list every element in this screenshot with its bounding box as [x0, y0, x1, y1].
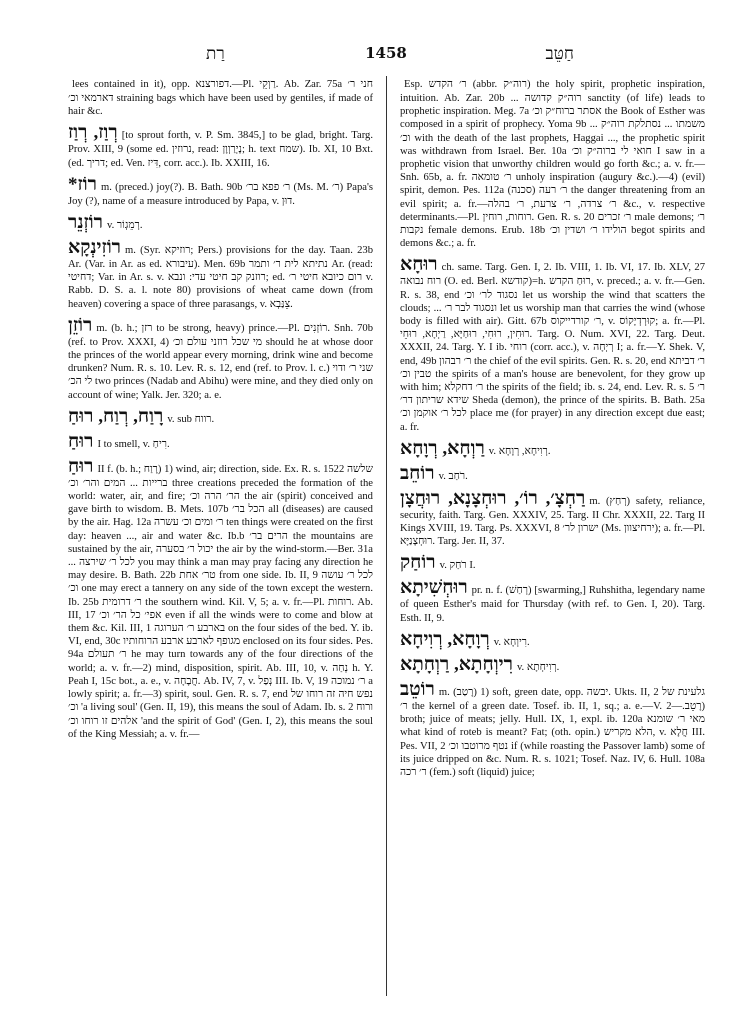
- dictionary-entry: [68, 407, 373, 427]
- entry-text: pr. n. f. (רְחַשׁ) [swarming,] Ruhshitha, legendary name of queen Esther's maid for Thursday (with ref. to Gen. I, 20). Targ. Esth. II, 9.: [400, 585, 705, 624]
- entry-headword: רוֹזְנֵר: [68, 212, 104, 234]
- dictionary-entry: [68, 432, 373, 452]
- entry-text: v. רֹחַב.: [438, 470, 468, 482]
- entry-text: v. רֹחַק I.: [439, 560, 476, 572]
- entry-headword: רוֹחַק: [400, 552, 436, 574]
- entry-headword: רַחְצָ׳, רוֹ׳, רוּחְצָנָא, רוּחֲצָן: [400, 487, 586, 509]
- entry-headword: רוּחַ: [68, 430, 94, 452]
- entry-headword: רוֹזֵן: [68, 314, 93, 336]
- dictionary-entry: [400, 255, 705, 433]
- column-divider: [386, 76, 387, 996]
- entry-text: v. רְוִיחָא, רְוָחָא.: [488, 445, 551, 457]
- dictionary-entry: [400, 72, 705, 250]
- page-header: [68, 44, 704, 68]
- dictionary-entry: [400, 630, 705, 650]
- entry-text: v. sub רווח.: [167, 413, 215, 425]
- entry-headword: *רוֹז: [68, 173, 97, 195]
- dictionary-entry: [400, 553, 705, 573]
- dictionary-entry: [400, 464, 705, 484]
- entry-headword: רוֹחֵב: [400, 462, 435, 484]
- dictionary-entry: [400, 439, 705, 459]
- entry-headword: רְוָחָא, רְוִיחָא: [400, 628, 490, 650]
- entry-text: I to smell, v. רִיחַ.: [97, 438, 170, 450]
- entry-text: v. רְמֵגְוֹר.: [107, 220, 143, 232]
- running-head-right: חַטֵּב: [545, 44, 574, 64]
- entry-text: m. (רְחַץ) safety, reliance, security, faith. Targ. Gen. XXXIV, 25. Targ. II Chr. XXXII, 22. Targ II Kings XVIII, 19. Targ. Ps. XXXVI, 8 ישרון לר׳ (Ms. ירחיצוון); a. fr.—Pl. רוּחְצָנַיָּא. Targ. Jer. II, 37.: [400, 495, 705, 548]
- dictionary-entry: [400, 655, 705, 675]
- entry-headword: רִיוְחָתָא, רַוְחָתָא: [400, 653, 513, 675]
- entry-text: [to sprout forth, v. P. Sm. 3845,] to be glad, bright. Targ. Prov. XIII, 9 (some ed. נרוזין, read: נָיְרַוְוָן; h. text שמח). Ib. XI, 10 Bxt. (ed. דריך; ed. Ven. דִּיז, corr. acc.). Ib. XXIII, 16.: [68, 130, 374, 169]
- entry-headword: רוּחָא: [400, 254, 438, 276]
- dictionary-entry: [400, 489, 705, 549]
- entry-text: v. רִיוְחָא.: [493, 636, 530, 648]
- dictionary-entry: [68, 123, 373, 169]
- entry-headword: רָוַח, רְוַח, רוּחַ: [68, 405, 164, 427]
- entry-text: II f. (b. h.; רָוַח) 1) wind, air; direction, side. Ex. R. s. 1522 שלשה ברייות ... המים והר׳ וכ׳ three creations preceded the formation of the world: water, air, and fire; הר׳ הרה וכ׳ the air (spirit) conceived and gave birth to wisdom. B. Mets. 107b הכל בר׳ all (diseases) are caused by the air. Hag. 12a ר׳ ומים וכ׳ עשרה ten things were created on the first day: heaven ..., air and water &c. Ib.b הרים בר׳ the mountains are sustained by the air, יכול ר׳ בסערה the air by the wind-storm.—Ber. 31a ... לכל ר׳ שירצה you may think a man may pray facing any direction he may desire. B. Bath. 22b טר׳ אחת from one side. Ib. II, 9 לכל ר׳ עושה וכ׳ one may erect a tannery on any side of the town except the western. Ib. 25b ר׳ דרומית the southern wind. Kil. V, 5; a. v. fr.—Pl. רוחות. Ab. III, 17 אפי׳ כל הר׳ וכ׳ even if all the winds were to come and blow at them &c. Kil. III, 1 בארבע ר׳ הערוגה on the four sides of the bed. Y. ib. VI, end, 30c מגופף לארבע ארבע הרוחותיו enclosed on its four sides. Pes. 94a ר׳ תעולם he may turn towards any of the four directions of the world; a. v. fr.—2) mind, disposition, spirit. Ab. III, 10, v. נְחַה h. Y. Peah I, 15c bot., a. e., v. חֲבָחָה. Ab. IV, 7, v. נְפַל III. Ib. V, 19 ר׳ נמוכה a lowly spirit; a. fr.—3) spirit, soul. Gen. R. s. 7, end נפש חיה זה רוחו של וכ׳ 'a living soul' (Gen. II, 19), this means the soul of Adam. Ib. s. 2 ורוח אלהים זו רוחו וכ׳ 'and the spirit of God' (Gen. I, 2), this means the soul of the King Messiah; a. v. fr.—: [68, 463, 374, 740]
- entry-text: m. (b. h.; רזן to be strong, heavy) prince.—Pl. רוֹזְנִים. Snh. 70b (ref. to Prov. XXXI, 4) מי שכל רוזני עולם וכ׳ should he at whose door the princes of the world appear every morning, drink wine and become drunken? Num. R. s. 10. Lev. R. s. 12, end (ref. to Prov. l. c.) שני ר׳ ודוי לי הכ׳ two princes (Nadab and Abihu) were mine, and they died only on account of wine; Yalk. Jer. 320; a. e.: [68, 322, 373, 401]
- dictionary-entry: [68, 72, 373, 118]
- running-head-left: רַת: [206, 44, 225, 64]
- entry-text: Esp. ר׳ הקדש (abbr. רוה״ק) the holy spirit, prophetic inspiration, intuition. Ab. Zar. 20b ... רוה״ק קדושה sanctity (of life) leads to prophetic inspiration. Meg. 7a אסתר ברוח״ק וכ׳ the Book of Esther was composed in a spirit of prophecy. Yoma 9b ... משמתו ... נסתלקת רוה״ק וכ׳ with the death of the last prophets, Haggai ..., the prophetic spirit was withdrawn from Israel. Ber. 10a חואי לי ברוה״ק וכ׳ I saw in a prophetic vision that unworthy children would go forth &c.; a. v. fr.—Snh. 65b, a. fr. ר׳ טומאה unholy inspiration (augury &c.).—4) (evil) spirit, demon. Pes. 112a ר׳ רעה (סכנה) the danger threatening from an evil spirit; a. fr.—ר׳ צרדה, ר׳ צרעת, ר׳ בהלה &c., v. respective determinants.—Pl. רוחות, רוחין. Gen. R. s. 20 ר׳ זכרים male demons; ר׳ נקבות female demons. Erub. 18b הולידו ר׳ ושדין וכ׳ begot spirits and demons &c.; a. fr.: [400, 79, 706, 250]
- dictionary-entry: [68, 238, 373, 311]
- dictionary-entry: [68, 175, 373, 208]
- entry-text: lees contained in it), opp. דפורצנא.—Pl. רַוְקֵי. Ab. Zar. 75a חני ר׳ דארמאי וכ׳ straining bags which have been used by gentiles, if made of hair &c.: [68, 79, 374, 118]
- entry-headword: רְוַז, רְוַז: [68, 122, 118, 144]
- entry-text: v. רְוִיחְתָא.: [516, 661, 560, 673]
- entry-text: ch. same. Targ. Gen. I, 2. Ib. VIII, 1. Ib. VI, 17. Ib. XLV, 27 רוח נבואה (O. ed. Berl. קודשא)=h. רוּחַ הקדש, v. preced.; a. v. fr.—Gen. R. s. 38, end נסגוד לר׳ וכ׳ let us worship the wind that scatters the clouds; ... ונסגוד לבר ר׳ let us worship man that carries the wind (whose body is filled with air). Gitt. 67b ר׳ קורדייקוס, v. קוּרְדְיָקוֹס; a. fr.—Pl. רוּחִין, רוּחִי, רוּחַיָּא, רַיְחָא, רוּחֵי. Targ. O. Num. XVI, 22. Targ. Deut. XXXII, 24. Targ. Y. I ib. רוחי (corr. acc.), v. רְיְחָה I; a. fr.—Y. Shek. V, end, 49b ר׳ רבהון the chief of the evil spirits. Gen. R. s. 20, end ר׳ דביתא טבין וכ׳ the spirits of a man's house are benevolent, for they grow up with him; ר׳ דחקלא the spirits of the field; ib. s. 24, end. Lev. R. s. 5 ר׳ שידא שריתון דר׳ Sheda (demon), the prince of the spirits. B. Bath. 25a לכל ר׳ אוקמן וכ׳ place me (for prayer) in any direction except due east; a. fr.: [400, 262, 705, 433]
- dictionary-entry: [68, 316, 373, 402]
- dictionary-entry: [400, 578, 705, 624]
- entry-text: m. (preced.) joy(?). B. Bath. 90b ר׳ פפא בר׳ (Ms. M. ר׳) Papa's Joy (?), name of a measure introduced by Papa, v. דוּן.: [68, 181, 374, 207]
- entry-text: m. (רָטַב) 1) soft, green date, opp. יבשה. Ukts. II, 2 גלעינת של ר׳ the kernel of a green date. Tosef. ib. II, 1, sq.; a. e.—V. רָטֵב.—2) broth; juice of meats; jelly. Hull. IX, 1, expl. ib. 120a מאי ר׳ שומנא what kind of roteb is meant? Fat; (oth. opin.) הלא מקריש, v. חֲלָא III. Pes. VII, 2 נטף מרוטבו וכ׳ if (while roasting the Passover lamb) some of its juice dripped on &c. Num. R. s. 1021; Tosef. Naz. IV, 6. Hull. 108a ר׳ רכה (fem.) soft (liquid) juice;: [400, 686, 705, 778]
- dictionary-entry: [400, 680, 705, 779]
- entry-headword: רוּחְשִׁיתָא: [400, 577, 468, 599]
- entry-headword: רַוְחָא, רְוָחָא: [400, 437, 485, 459]
- entry-headword: רוּחַ: [68, 455, 94, 477]
- entry-headword: רוֹטֵב: [400, 678, 435, 700]
- dictionary-entry: [68, 457, 373, 741]
- left-column: [68, 72, 373, 746]
- dictionary-entry: [68, 213, 373, 233]
- entry-headword: רוֹזִינְקָא: [68, 237, 122, 259]
- entry-text: m. (Syr. רוזיקא; Pers.) provisions for the day. Taan. 23b Ar. (Var. in Ar. as ed. עיבורא). Men. 69b נתיתא לית ר׳ ותמר Ar. (read: דחיטי; Var. in Ar. s. v. רוזנק קב חיטי עדי: ונבא; ed. רום כיובא חיטי ר׳ v. Rabb. D. S. a. l. note 80) provisions of wheat came down (from heaven) covering a space of three parasangs, v. צֵנַּבְא.: [68, 245, 374, 310]
- page-number: 1458: [365, 44, 407, 62]
- right-column: [400, 72, 705, 779]
